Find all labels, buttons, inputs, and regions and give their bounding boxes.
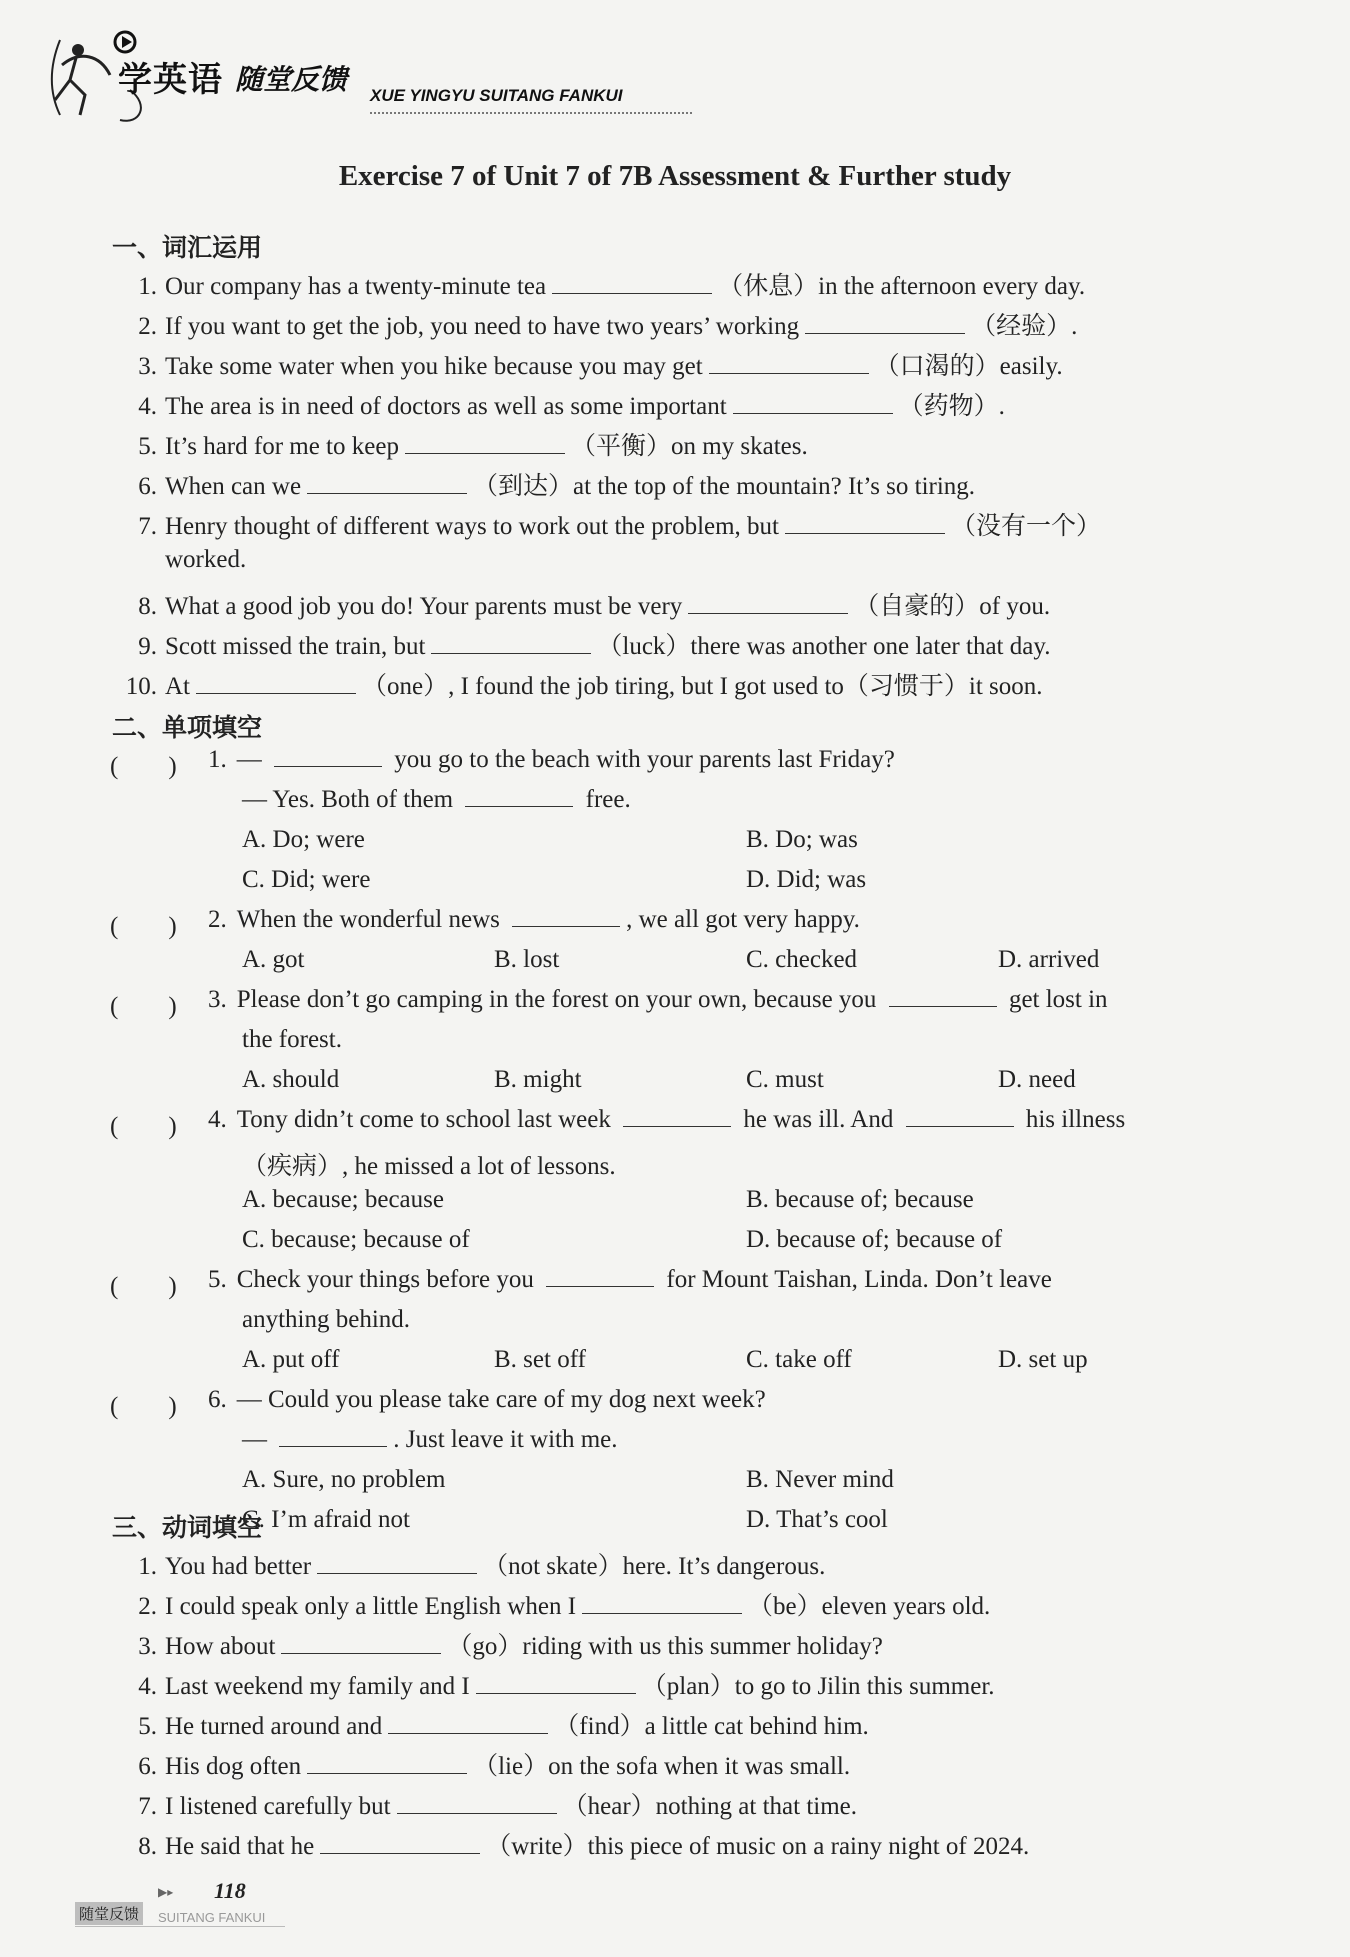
question-line [242, 786, 631, 814]
answer-parentheses[interactable] [110, 1386, 177, 1422]
numbered-item [122, 1746, 850, 1782]
header-logo [40, 20, 680, 130]
option-c[interactable]: C. I’m afraid not [242, 1506, 411, 1533]
item-text-before: If you want to get the job, you need to have two years’ working [165, 313, 800, 340]
footer-divider [75, 1926, 285, 1927]
option-d[interactable]: D. set up [998, 1346, 1088, 1373]
item-text-before: He turned around and [165, 1713, 383, 1740]
answer-parentheses-text: ( ) [110, 1393, 177, 1420]
logo-english-subtitle: XUE YINGYU SUITANG FANKUI [370, 86, 623, 105]
question-text: Please don’t go camping in the forest on your own, because you [236, 986, 883, 1013]
item-number: 8. [138, 593, 157, 620]
answer-blank[interactable] [552, 292, 712, 294]
question-text: . Just leave it with me. [393, 1426, 618, 1453]
numbered-item [122, 426, 808, 462]
section-heading-choice: 二、单项填空 [112, 713, 263, 742]
answer-blank[interactable] [546, 1285, 654, 1287]
item-text-after: （口渴的）easily. [874, 353, 1063, 380]
answer-blank[interactable] [196, 692, 356, 694]
option-a[interactable]: A. because; because [242, 1186, 444, 1213]
item-text-after: （luck）there was another one later that day. [597, 633, 1051, 660]
question-text: , we all got very happy. [626, 906, 860, 933]
option-c[interactable]: C. because; because of [242, 1226, 470, 1253]
question-text: he was ill. And [737, 1106, 900, 1133]
answer-blank[interactable] [688, 612, 848, 614]
page-title: Exercise 7 of Unit 7 of 7B Assessment & Further study [338, 160, 1012, 192]
question-text: — [236, 746, 268, 773]
question-text: When the wonderful news [236, 906, 507, 933]
page-number: 118 [214, 1878, 246, 1903]
question-text: free. [579, 786, 631, 813]
question-line [208, 746, 895, 774]
answer-blank[interactable] [709, 372, 869, 374]
question-continuation [242, 1026, 342, 1054]
option-a[interactable]: A. Sure, no problem [242, 1466, 446, 1493]
answer-blank[interactable] [785, 532, 945, 534]
item-text-after: （find）a little cat behind him. [554, 1713, 869, 1740]
answer-blank[interactable] [512, 925, 620, 927]
question-text: — [242, 1426, 274, 1453]
answer-parentheses-text: ( ) [110, 993, 177, 1020]
option-b[interactable]: B. because of; because [746, 1186, 974, 1213]
item-text-before: Take some water when you hike because you may get [165, 353, 703, 380]
question-continuation [242, 1146, 616, 1182]
item-number: 7. [138, 513, 157, 540]
item-text-before: Scott missed the train, but [165, 633, 426, 660]
item-text-after: （lie）on the sofa when it was small. [473, 1753, 851, 1780]
answer-blank[interactable] [397, 1812, 557, 1814]
item-number: 3. [138, 1633, 157, 1660]
item-text-after: （write）this piece of music on a rainy night of 2024. [486, 1833, 1030, 1860]
option-b[interactable]: B. set off [494, 1346, 586, 1373]
answer-blank[interactable] [889, 1005, 997, 1007]
option-b[interactable]: B. Never mind [746, 1466, 894, 1493]
item-number: 2. [138, 313, 157, 340]
item-text-before: Last weekend my family and I [165, 1673, 470, 1700]
option-b[interactable]: B. might [494, 1066, 582, 1093]
answer-blank[interactable] [307, 492, 467, 494]
question-number: 1. [208, 746, 227, 773]
answer-blank[interactable] [582, 1612, 742, 1614]
section-heading-verb: 三、动词填空 [112, 1513, 263, 1542]
item-text-before: The area is in need of doctors as well as some important [165, 393, 727, 420]
item-text-after: （药物）. [898, 393, 1005, 420]
item-text-before: It’s hard for me to keep [165, 433, 399, 460]
answer-blank[interactable] [279, 1445, 387, 1447]
item-text-before: When can we [165, 473, 302, 500]
numbered-item [122, 306, 1077, 342]
answer-parentheses[interactable] [110, 1266, 177, 1302]
question-line [208, 1266, 1052, 1294]
answer-parentheses-text: ( ) [110, 1273, 177, 1300]
question-text: Check your things before you [236, 1266, 541, 1293]
item-text-before: His dog often [165, 1753, 302, 1780]
answer-blank[interactable] [476, 1692, 636, 1694]
item-text-before: You had better [165, 1553, 312, 1580]
numbered-item [122, 386, 1005, 422]
answer-blank[interactable] [307, 1772, 467, 1774]
option-d[interactable]: D. need [998, 1066, 1076, 1093]
option-d[interactable]: D. Did; was [746, 866, 867, 893]
numbered-item [122, 666, 1043, 702]
numbered-item [122, 1546, 825, 1582]
question-text: Tony didn’t come to school last week [236, 1106, 618, 1133]
footer-tag: 随堂反馈 [75, 1902, 143, 1925]
option-c[interactable]: C. Did; were [242, 866, 371, 893]
item-text-before: Henry thought of different ways to work out the problem, but [165, 513, 780, 540]
item-number: 4. [138, 393, 157, 420]
item-text-after: （自豪的）of you. [854, 593, 1051, 620]
question-continuation-text: （疾病）, he missed a lot of lessons. [242, 1153, 616, 1180]
item-text-after: （one）, I found the job tiring, but I got used to（习惯于）it soon. [362, 673, 1043, 700]
numbered-item [122, 1626, 883, 1662]
question-text: his illness [1019, 1106, 1126, 1133]
question-line [208, 1386, 766, 1414]
page-arrow-icon: ▶▸ [158, 1885, 174, 1899]
footer-tag-english: SUITANG FANKUI [158, 1910, 266, 1925]
answer-blank[interactable] [405, 452, 565, 454]
question-continuation [242, 1306, 410, 1334]
item-text-after: （hear）nothing at that time. [562, 1793, 857, 1820]
answer-blank[interactable] [431, 652, 591, 654]
question-line [242, 1426, 618, 1454]
option-b[interactable]: B. Do; was [746, 826, 858, 853]
item-text-before: I could speak only a little English when I [165, 1593, 577, 1620]
item-number: 3. [138, 353, 157, 380]
logo-chinese-title: 学英语 [118, 60, 223, 100]
item-number: 5. [138, 1713, 157, 1740]
numbered-item [122, 266, 1085, 302]
question-number: 2. [208, 906, 227, 933]
item-number: 1. [138, 1553, 157, 1580]
item-number: 6. [138, 473, 157, 500]
numbered-item [122, 1666, 995, 1702]
option-a[interactable]: A. got [242, 946, 305, 973]
option-b[interactable]: B. lost [494, 946, 560, 973]
option-a[interactable]: A. Do; were [242, 826, 365, 853]
item-text-after: （平衡）on my skates. [570, 433, 808, 460]
item-number: 10. [125, 673, 157, 700]
numbered-item [122, 626, 1050, 662]
item-number: 8. [138, 1833, 157, 1860]
answer-blank[interactable] [281, 1652, 441, 1654]
question-text: for Mount Taishan, Linda. Don’t leave [660, 1266, 1052, 1293]
answer-parentheses[interactable] [110, 746, 177, 782]
logo-chinese-subtitle: 随堂反馈 [235, 63, 348, 96]
answer-parentheses-text: ( ) [110, 913, 177, 940]
option-c[interactable]: C. take off [746, 1346, 852, 1373]
answer-blank[interactable] [733, 412, 893, 414]
question-continuation-text: anything behind. [242, 1306, 411, 1333]
numbered-item [122, 586, 1050, 622]
question-number: 4. [208, 1106, 227, 1133]
question-line [208, 986, 1108, 1014]
item-continuation [165, 546, 246, 574]
answer-blank[interactable] [623, 1125, 731, 1127]
item-continuation-text: worked. [165, 546, 247, 573]
numbered-item [122, 506, 1101, 542]
question-text: — Yes. Both of them [242, 786, 460, 813]
item-text-after: （到达）at the top of the mountain? It’s so tiring. [473, 473, 976, 500]
section-heading-vocab: 一、词汇运用 [112, 233, 263, 262]
question-number: 3. [208, 986, 227, 1013]
answer-parentheses[interactable] [110, 906, 177, 942]
item-text-after: （plan）to go to Jilin this summer. [641, 1673, 995, 1700]
question-number: 6. [208, 1386, 227, 1413]
item-number: 5. [138, 433, 157, 460]
question-line [208, 906, 860, 934]
option-c[interactable]: C. checked [746, 946, 858, 973]
item-number: 6. [138, 1753, 157, 1780]
item-text-after: （经验）. [971, 313, 1078, 340]
item-number: 2. [138, 1593, 157, 1620]
answer-parentheses[interactable] [110, 986, 177, 1022]
numbered-item [122, 1586, 990, 1622]
item-text-before: What a good job you do! Your parents must be very [165, 593, 683, 620]
question-text: you go to the beach with your parents last Friday? [388, 746, 895, 773]
answer-blank[interactable] [317, 1572, 477, 1574]
numbered-item [122, 1826, 1029, 1862]
item-text-before: I listened carefully but [165, 1793, 391, 1820]
item-text-before: Our company has a twenty-minute tea [165, 273, 547, 300]
question-continuation-text: the forest. [242, 1026, 342, 1053]
answer-parentheses-text: ( ) [110, 753, 177, 780]
option-c[interactable]: C. must [746, 1066, 824, 1093]
item-text-before: How about [165, 1633, 276, 1660]
numbered-item [122, 466, 975, 502]
answer-blank[interactable] [465, 805, 573, 807]
answer-parentheses-text: ( ) [110, 1113, 177, 1140]
option-a[interactable]: A. should [242, 1066, 340, 1093]
answer-blank[interactable] [805, 332, 965, 334]
option-a[interactable]: A. put off [242, 1346, 340, 1373]
option-d[interactable]: D. arrived [998, 946, 1100, 973]
item-text-after: （没有一个） [951, 513, 1102, 540]
item-number: 1. [138, 273, 157, 300]
item-text-after: （not skate）here. It’s dangerous. [483, 1553, 826, 1580]
header-divider [370, 112, 692, 114]
item-number: 7. [138, 1793, 157, 1820]
question-number: 5. [208, 1266, 227, 1293]
item-text-after: （go）riding with us this summer holiday? [447, 1633, 883, 1660]
item-text-before: He said that he [165, 1833, 315, 1860]
item-text-before: At [165, 673, 190, 700]
answer-blank[interactable] [388, 1732, 548, 1734]
item-number: 4. [138, 1673, 157, 1700]
question-line [208, 1106, 1125, 1134]
question-text: — Could you please take care of my dog next week? [236, 1386, 766, 1413]
option-d[interactable]: D. because of; because of [746, 1226, 1003, 1253]
numbered-item [122, 1706, 869, 1742]
numbered-item [122, 1786, 857, 1822]
item-number: 9. [138, 633, 157, 660]
item-text-after: （休息）in the afternoon every day. [718, 273, 1086, 300]
item-text-after: （be）eleven years old. [748, 1593, 991, 1620]
answer-blank[interactable] [906, 1125, 1014, 1127]
answer-blank[interactable] [274, 765, 382, 767]
question-text: get lost in [1002, 986, 1108, 1013]
answer-blank[interactable] [320, 1852, 480, 1854]
answer-parentheses[interactable] [110, 1106, 177, 1142]
numbered-item [122, 346, 1063, 382]
option-d[interactable]: D. That’s cool [746, 1506, 888, 1533]
